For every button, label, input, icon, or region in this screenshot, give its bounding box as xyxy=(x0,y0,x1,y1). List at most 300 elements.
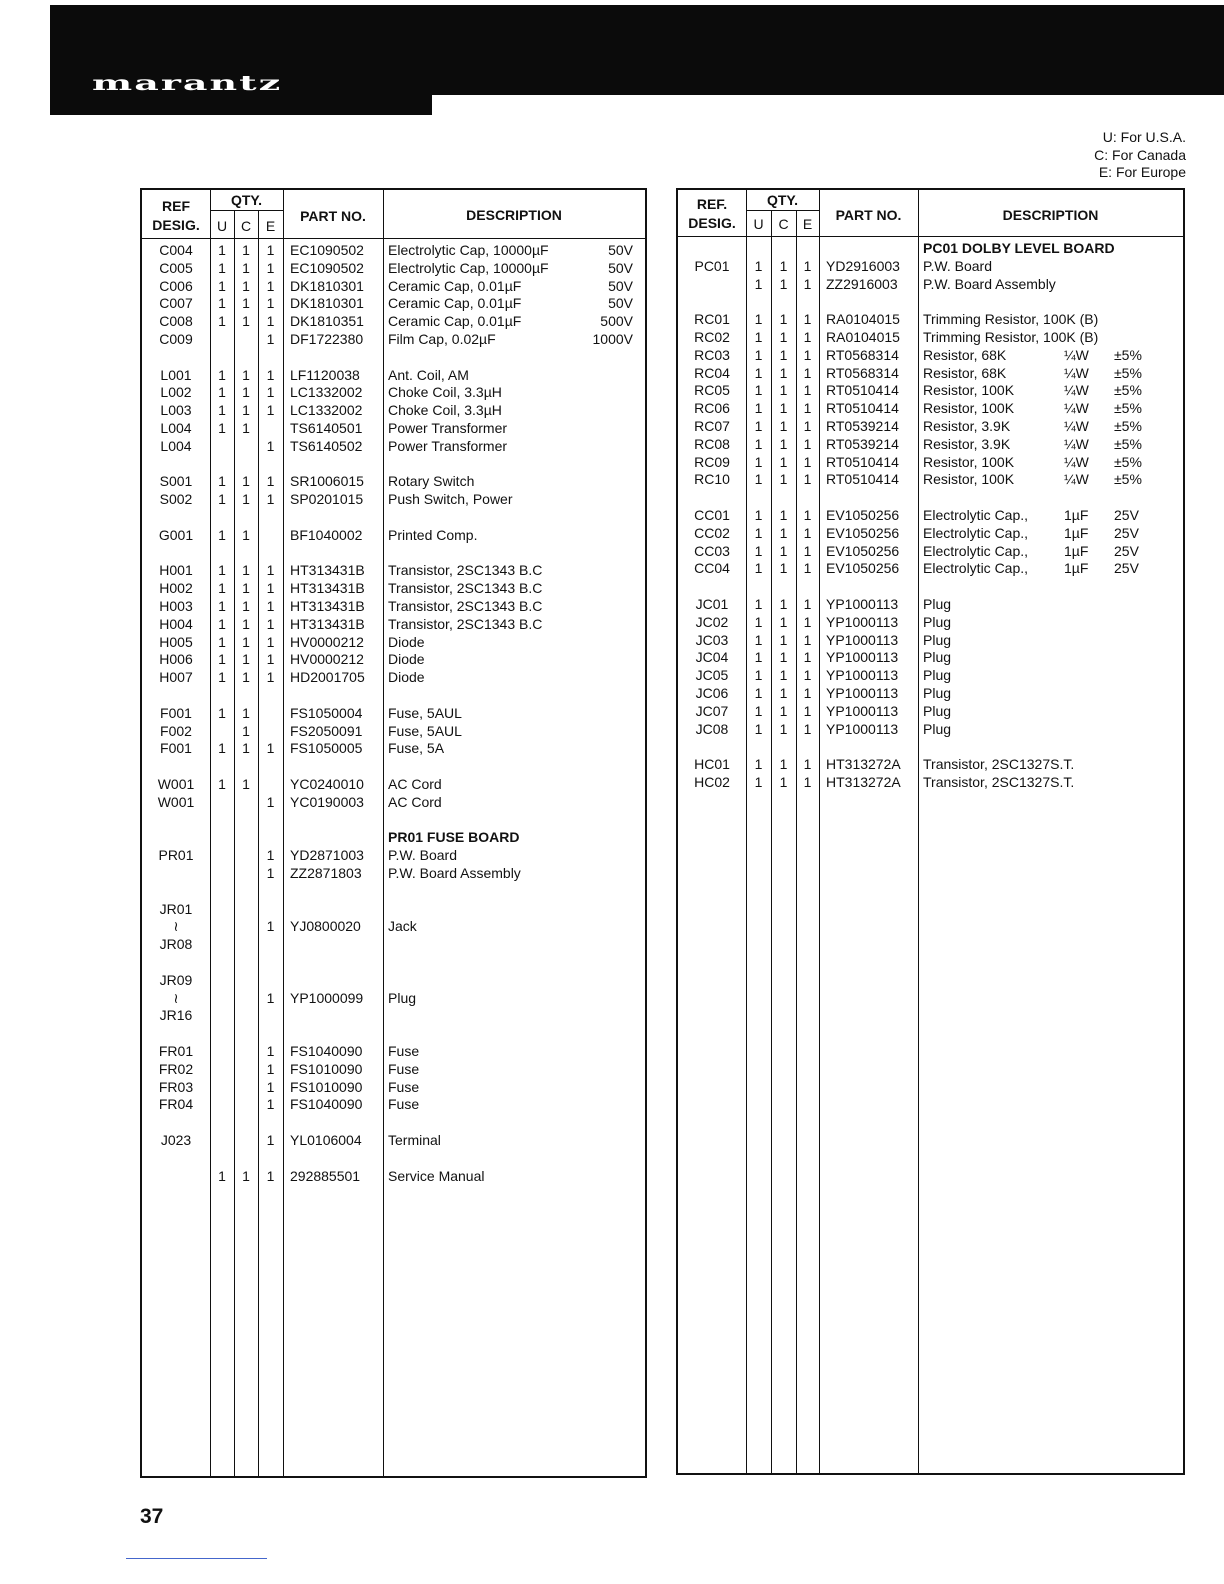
qty-e: 1 xyxy=(803,471,812,488)
qty-e: 1 xyxy=(266,331,275,347)
part-no: SP0201015 xyxy=(290,491,364,508)
qty-e: 1 xyxy=(266,633,275,650)
ref-desig: PR01 xyxy=(158,847,194,864)
qty-e: 1 xyxy=(803,435,812,452)
table-row xyxy=(678,667,1183,685)
description: Trimming Resistor, 100K (B) xyxy=(923,329,1099,345)
qty-u: 1 xyxy=(754,667,763,684)
table-row xyxy=(142,865,645,883)
qty-c: 1 xyxy=(779,257,788,274)
rating: 50V xyxy=(608,242,633,258)
part-no: HT313431B xyxy=(290,598,365,614)
description: Fuse xyxy=(388,1060,420,1077)
description: Plug xyxy=(923,613,952,630)
ref-desig: L004 xyxy=(160,420,192,436)
ref-desig: C009 xyxy=(159,331,193,347)
qty-e: 1 xyxy=(803,720,812,737)
header-description: DESCRIPTION xyxy=(466,207,562,223)
ref-desig: C007 xyxy=(159,295,193,312)
qty-c: 1 xyxy=(242,491,250,508)
qty-u: 1 xyxy=(754,329,763,345)
brand-logo: marantz xyxy=(92,70,283,96)
qty-c: 1 xyxy=(779,524,788,541)
qty-c: 1 xyxy=(242,1167,250,1184)
ref-desig: L002 xyxy=(160,384,192,401)
ref-desig: RC07 xyxy=(694,418,730,434)
description: Resistor, 68K xyxy=(923,346,1007,363)
table-row xyxy=(678,489,1183,507)
description: Plug xyxy=(923,720,952,737)
qty-u: 1 xyxy=(754,631,763,648)
qty-c: 1 xyxy=(242,277,250,294)
qty-c: 1 xyxy=(779,720,788,737)
table-row xyxy=(142,491,645,509)
qty-c: 1 xyxy=(242,598,250,614)
description: Fuse, 5A xyxy=(388,740,445,757)
description: Terminal xyxy=(388,1132,441,1148)
part-no: YP1000113 xyxy=(826,613,899,630)
ref-desig: G001 xyxy=(158,526,194,543)
qty-e: 1 xyxy=(266,313,275,330)
part-no: HT313431B xyxy=(290,615,365,632)
ref-desig: RC03 xyxy=(694,346,730,363)
ref-desig: L003 xyxy=(160,402,192,419)
qty-e: 1 xyxy=(803,364,812,381)
table-row xyxy=(678,507,1183,525)
description: Fuse, 5AUL xyxy=(388,722,462,739)
ref-desig: FR02 xyxy=(158,1060,194,1077)
table-row xyxy=(142,313,645,331)
part-no: RT0510414 xyxy=(826,453,899,470)
qty-e: 1 xyxy=(803,257,812,274)
table-row xyxy=(142,954,645,972)
header-qty: QTY. xyxy=(766,192,799,208)
ref-desig: C004 xyxy=(159,242,193,258)
description: Transistor, 2SC1327S.T. xyxy=(923,756,1075,773)
part-no: YP1000113 xyxy=(826,667,899,684)
qty-u: 1 xyxy=(754,400,763,417)
part-no: YP1000113 xyxy=(826,685,899,701)
description: Ceramic Cap, 0.01µF xyxy=(388,313,522,330)
ref-desig: CC02 xyxy=(694,524,730,541)
ref-desig: ≀ xyxy=(173,989,179,1006)
qty-u: 1 xyxy=(754,542,763,559)
table-row xyxy=(678,258,1183,276)
table-row xyxy=(678,436,1183,454)
qty-e: 1 xyxy=(266,384,275,401)
qty-u: 1 xyxy=(218,598,226,614)
description: Electrolytic Cap., xyxy=(923,560,1029,577)
description: Trimming Resistor, 100K (B) xyxy=(923,311,1099,328)
table-row xyxy=(142,367,645,385)
part-no: RT0510414 xyxy=(826,382,899,399)
description: Power Transformer xyxy=(388,420,508,436)
qty-u: 1 xyxy=(218,313,226,330)
ref-desig: FR04 xyxy=(158,1096,194,1113)
tolerance: ±5% xyxy=(1114,382,1142,399)
description: Plug xyxy=(923,702,952,719)
ref-desig: PC01 xyxy=(694,257,730,274)
qty-e: 1 xyxy=(803,756,812,773)
ref-desig: H005 xyxy=(159,633,193,650)
description: Transistor, 2SC1327S.T. xyxy=(923,774,1075,790)
tolerance: ±5% xyxy=(1114,418,1142,434)
qty-c: 1 xyxy=(779,685,788,701)
part-no: HT313431B xyxy=(290,562,365,579)
qty-c: 1 xyxy=(779,649,788,666)
description: Plug xyxy=(923,667,952,684)
part-no: YD2871003 xyxy=(290,847,364,864)
table-row xyxy=(678,347,1183,365)
qty-c: 1 xyxy=(242,580,250,597)
description: AC Cord xyxy=(388,776,442,792)
qty-u: 1 xyxy=(754,560,763,577)
qty-c: 1 xyxy=(779,667,788,684)
qty-e: 1 xyxy=(266,402,275,419)
description: Diode xyxy=(388,633,425,650)
qty-e: 1 xyxy=(266,847,275,864)
qty-e: 1 xyxy=(803,453,812,470)
part-no: FS1050005 xyxy=(290,740,363,757)
qty-c: 1 xyxy=(779,311,788,328)
table-row xyxy=(678,614,1183,632)
header-qty-e: E xyxy=(802,216,813,232)
qty-u: 1 xyxy=(218,1167,226,1184)
ref-desig: C008 xyxy=(159,313,193,330)
ref-desig: HC01 xyxy=(694,756,730,773)
table-row xyxy=(142,456,645,474)
header-part-no: PART NO. xyxy=(300,208,366,224)
rating: ¼W xyxy=(1064,346,1089,363)
table-row xyxy=(142,669,645,687)
footer-rule xyxy=(126,1558,267,1559)
qty-e: 1 xyxy=(266,473,275,490)
ref-desig: CC03 xyxy=(694,542,730,559)
part-no: RT0568314 xyxy=(826,364,899,381)
table-row xyxy=(678,525,1183,543)
header-part-no: PART NO. xyxy=(835,207,902,223)
qty-c: 1 xyxy=(242,295,250,312)
qty-u: 1 xyxy=(218,615,226,632)
qty-c: 1 xyxy=(779,471,788,488)
tolerance: 25V xyxy=(1114,524,1139,541)
part-no: YL0106004 xyxy=(290,1132,362,1148)
description: Resistor, 68K xyxy=(923,364,1007,381)
qty-c: 1 xyxy=(779,596,788,612)
table-row xyxy=(142,473,645,491)
description: AC Cord xyxy=(388,793,442,810)
page-number: 37 xyxy=(140,1505,164,1528)
rating: ¼W xyxy=(1064,435,1089,452)
qty-c: 1 xyxy=(242,776,250,792)
description: Electrolytic Cap., xyxy=(923,507,1029,523)
qty-c: 1 xyxy=(779,275,788,292)
qty-u: 1 xyxy=(218,420,226,436)
part-no: YP1000113 xyxy=(826,702,899,719)
table-row xyxy=(142,901,645,919)
table-row xyxy=(142,740,645,758)
description: Resistor, 100K xyxy=(923,400,1015,417)
qty-c: 1 xyxy=(779,364,788,381)
description: Fuse, 5AUL xyxy=(388,704,462,721)
rating: ¼W xyxy=(1064,400,1089,417)
qty-c: 1 xyxy=(779,542,788,559)
qty-e: 1 xyxy=(266,259,275,276)
qty-u: 1 xyxy=(218,366,226,383)
part-no: HD2001705 xyxy=(290,669,365,686)
part-no: TS6140502 xyxy=(290,437,363,454)
qty-c: 1 xyxy=(779,418,788,434)
qty-u: 1 xyxy=(754,756,763,773)
qty-e: 1 xyxy=(803,649,812,666)
ref-desig: JR09 xyxy=(159,971,193,988)
table-row xyxy=(142,598,645,616)
qty-e: 1 xyxy=(266,277,275,294)
ref-desig: JR16 xyxy=(159,1007,193,1024)
part-no: YP1000113 xyxy=(826,720,899,737)
description: Transistor, 2SC1343 B.C xyxy=(388,598,543,614)
header-qty-u: U xyxy=(753,216,764,232)
qty-u: 1 xyxy=(218,651,226,668)
qty-u: 1 xyxy=(218,740,226,757)
qty-c: 1 xyxy=(779,631,788,648)
qty-e: 1 xyxy=(266,651,275,668)
qty-e: 1 xyxy=(266,740,275,757)
qty-u: 1 xyxy=(754,507,763,523)
qty-u: 1 xyxy=(218,295,226,312)
part-no: DK1810351 xyxy=(290,313,364,330)
legend-canada: C: For Canada xyxy=(1094,146,1186,163)
ref-desig: RC04 xyxy=(694,364,730,381)
table-row xyxy=(142,651,645,669)
qty-c: 1 xyxy=(242,615,250,632)
part-no: LC1332002 xyxy=(290,384,363,401)
qty-e: 1 xyxy=(266,1132,275,1148)
ref-desig: RC02 xyxy=(694,329,730,345)
table-row xyxy=(678,365,1183,383)
header-qty: QTY. xyxy=(230,192,263,208)
qty-c: 1 xyxy=(242,402,250,419)
description: P.W. Board xyxy=(923,257,993,274)
part-no: RT0510414 xyxy=(826,400,899,417)
table-row xyxy=(678,721,1183,739)
ref-desig: H001 xyxy=(159,562,193,579)
part-no: DK1810301 xyxy=(290,295,364,312)
table-row xyxy=(142,260,645,278)
qty-e: 1 xyxy=(266,989,275,1006)
description: Plug xyxy=(923,649,952,666)
part-no: TS6140501 xyxy=(290,420,363,436)
description: Choke Coil, 3.3µH xyxy=(388,402,502,419)
ref-desig: RC06 xyxy=(694,400,730,417)
qty-c: 1 xyxy=(779,382,788,399)
table-row xyxy=(142,794,645,812)
description: Film Cap, 0.02µF xyxy=(388,331,496,347)
qty-e: 1 xyxy=(803,346,812,363)
part-no: FS2050091 xyxy=(290,722,363,739)
qty-e: 1 xyxy=(266,615,275,632)
qty-u: 1 xyxy=(754,596,763,612)
qty-c: 1 xyxy=(242,633,250,650)
ref-desig: RC08 xyxy=(694,435,730,452)
ref-desig: JC03 xyxy=(695,631,729,648)
qty-e: 1 xyxy=(803,774,812,790)
part-no: ZZ2871803 xyxy=(290,865,362,881)
header-qty-c: C xyxy=(778,216,789,232)
qty-u: 1 xyxy=(754,453,763,470)
description: PR01 FUSE BOARD xyxy=(388,829,520,846)
table-row xyxy=(142,384,645,402)
qty-e: 1 xyxy=(803,613,812,630)
description: Transistor, 2SC1343 B.C xyxy=(388,615,543,632)
tolerance: ±5% xyxy=(1114,471,1142,488)
table-row xyxy=(142,1025,645,1043)
table-row xyxy=(142,1079,645,1097)
table-row xyxy=(678,738,1183,756)
qty-e: 1 xyxy=(803,275,812,292)
qty-u: 1 xyxy=(754,524,763,541)
qty-u: 1 xyxy=(754,364,763,381)
part-no: YC0190003 xyxy=(290,793,364,810)
description: Printed Comp. xyxy=(388,526,478,543)
description: Push Switch, Power xyxy=(388,491,513,508)
qty-c: 1 xyxy=(779,346,788,363)
table-row xyxy=(678,471,1183,489)
part-no: FS1040090 xyxy=(290,1096,363,1113)
part-no: FS1010090 xyxy=(290,1060,363,1077)
table-row xyxy=(142,829,645,847)
ref-desig: RC10 xyxy=(694,471,730,488)
part-no: EC1090502 xyxy=(290,259,364,276)
qty-u: 1 xyxy=(218,580,226,597)
qty-e: 1 xyxy=(803,685,812,701)
table-row xyxy=(142,331,645,349)
qty-u: 1 xyxy=(218,669,226,686)
table-row xyxy=(678,454,1183,472)
qty-c: 1 xyxy=(242,473,250,490)
table-row xyxy=(142,1114,645,1132)
description: Resistor, 3.9K xyxy=(923,418,1011,434)
rating: ¼W xyxy=(1064,471,1089,488)
tolerance: 25V xyxy=(1114,560,1139,577)
description: P.W. Board Assembly xyxy=(388,865,521,881)
qty-e: 1 xyxy=(266,865,275,881)
part-no: YC0240010 xyxy=(290,776,364,792)
qty-u: 1 xyxy=(754,382,763,399)
rating: 50V xyxy=(608,259,633,276)
description: Diode xyxy=(388,651,425,668)
description: Service Manual xyxy=(388,1167,485,1184)
tolerance: ±5% xyxy=(1114,346,1142,363)
header-ref: REF. xyxy=(696,196,728,212)
qty-e: 1 xyxy=(803,631,812,648)
table-row xyxy=(142,990,645,1008)
qty-u: 1 xyxy=(754,685,763,701)
part-no: EV1050256 xyxy=(826,542,900,559)
qty-c: 1 xyxy=(779,453,788,470)
table-row xyxy=(142,562,645,580)
table-row xyxy=(142,438,645,456)
qty-u: 1 xyxy=(754,346,763,363)
ref-desig: F001 xyxy=(160,740,192,757)
qty-e: 1 xyxy=(266,366,275,383)
qty-e: 1 xyxy=(803,667,812,684)
part-no: RA0104015 xyxy=(826,329,900,345)
description: P.W. Board xyxy=(388,847,458,864)
ref-desig: C005 xyxy=(159,259,193,276)
table-row xyxy=(142,847,645,865)
qty-u: 1 xyxy=(218,402,226,419)
rating: 1µF xyxy=(1064,507,1089,523)
table-row xyxy=(142,402,645,420)
part-no: EC1090502 xyxy=(290,242,364,258)
description: Power Transformer xyxy=(388,437,508,454)
ref-desig: RC01 xyxy=(694,311,730,328)
qty-u: 1 xyxy=(218,259,226,276)
description: Ant. Coil, AM xyxy=(388,366,469,383)
description: Plug xyxy=(923,685,952,701)
table-row xyxy=(142,509,645,527)
table-row xyxy=(142,1150,645,1168)
qty-u: 1 xyxy=(218,277,226,294)
qty-e: 1 xyxy=(803,382,812,399)
description: PC01 DOLBY LEVEL BOARD xyxy=(923,240,1115,256)
table-row xyxy=(678,418,1183,436)
header-qty-e: E xyxy=(265,218,276,234)
table-row xyxy=(678,756,1183,774)
qty-u: 1 xyxy=(218,242,226,258)
part-no: EV1050256 xyxy=(826,560,900,577)
table-row xyxy=(678,276,1183,294)
table-row xyxy=(142,616,645,634)
part-no: EV1050256 xyxy=(826,524,900,541)
ref-desig: S001 xyxy=(159,473,193,490)
table-row xyxy=(142,527,645,545)
description: Fuse xyxy=(388,1043,420,1059)
table-row xyxy=(142,545,645,563)
part-no: DK1810301 xyxy=(290,277,364,294)
table-row xyxy=(142,420,645,438)
parts-table-left xyxy=(140,188,647,1478)
rating: 500V xyxy=(600,313,633,330)
table-row xyxy=(142,242,645,260)
tolerance: 25V xyxy=(1114,542,1139,559)
part-no: YP1000113 xyxy=(826,649,899,666)
qty-u: 1 xyxy=(218,562,226,579)
table-row xyxy=(678,632,1183,650)
ref-desig: CC01 xyxy=(694,507,730,523)
description: Transistor, 2SC1343 B.C xyxy=(388,562,543,579)
qty-c: 1 xyxy=(242,420,250,436)
description: Ceramic Cap, 0.01µF xyxy=(388,277,522,294)
tolerance: ±5% xyxy=(1114,435,1142,452)
ref-desig: S002 xyxy=(159,491,193,508)
qty-e: 1 xyxy=(803,507,812,523)
qty-u: 1 xyxy=(754,720,763,737)
header-desig: DESIG. xyxy=(152,217,200,233)
qty-u: 1 xyxy=(754,613,763,630)
table-row xyxy=(678,578,1183,596)
ref-desig: FR01 xyxy=(158,1043,194,1059)
description: Fuse xyxy=(388,1096,420,1113)
rating: 1µF xyxy=(1064,560,1089,577)
part-no: RT0510414 xyxy=(826,471,899,488)
qty-u: 1 xyxy=(218,704,226,721)
table-row xyxy=(142,634,645,652)
part-no: HV0000212 xyxy=(290,633,364,650)
ref-desig: F001 xyxy=(160,704,192,721)
qty-u: 1 xyxy=(754,257,763,274)
